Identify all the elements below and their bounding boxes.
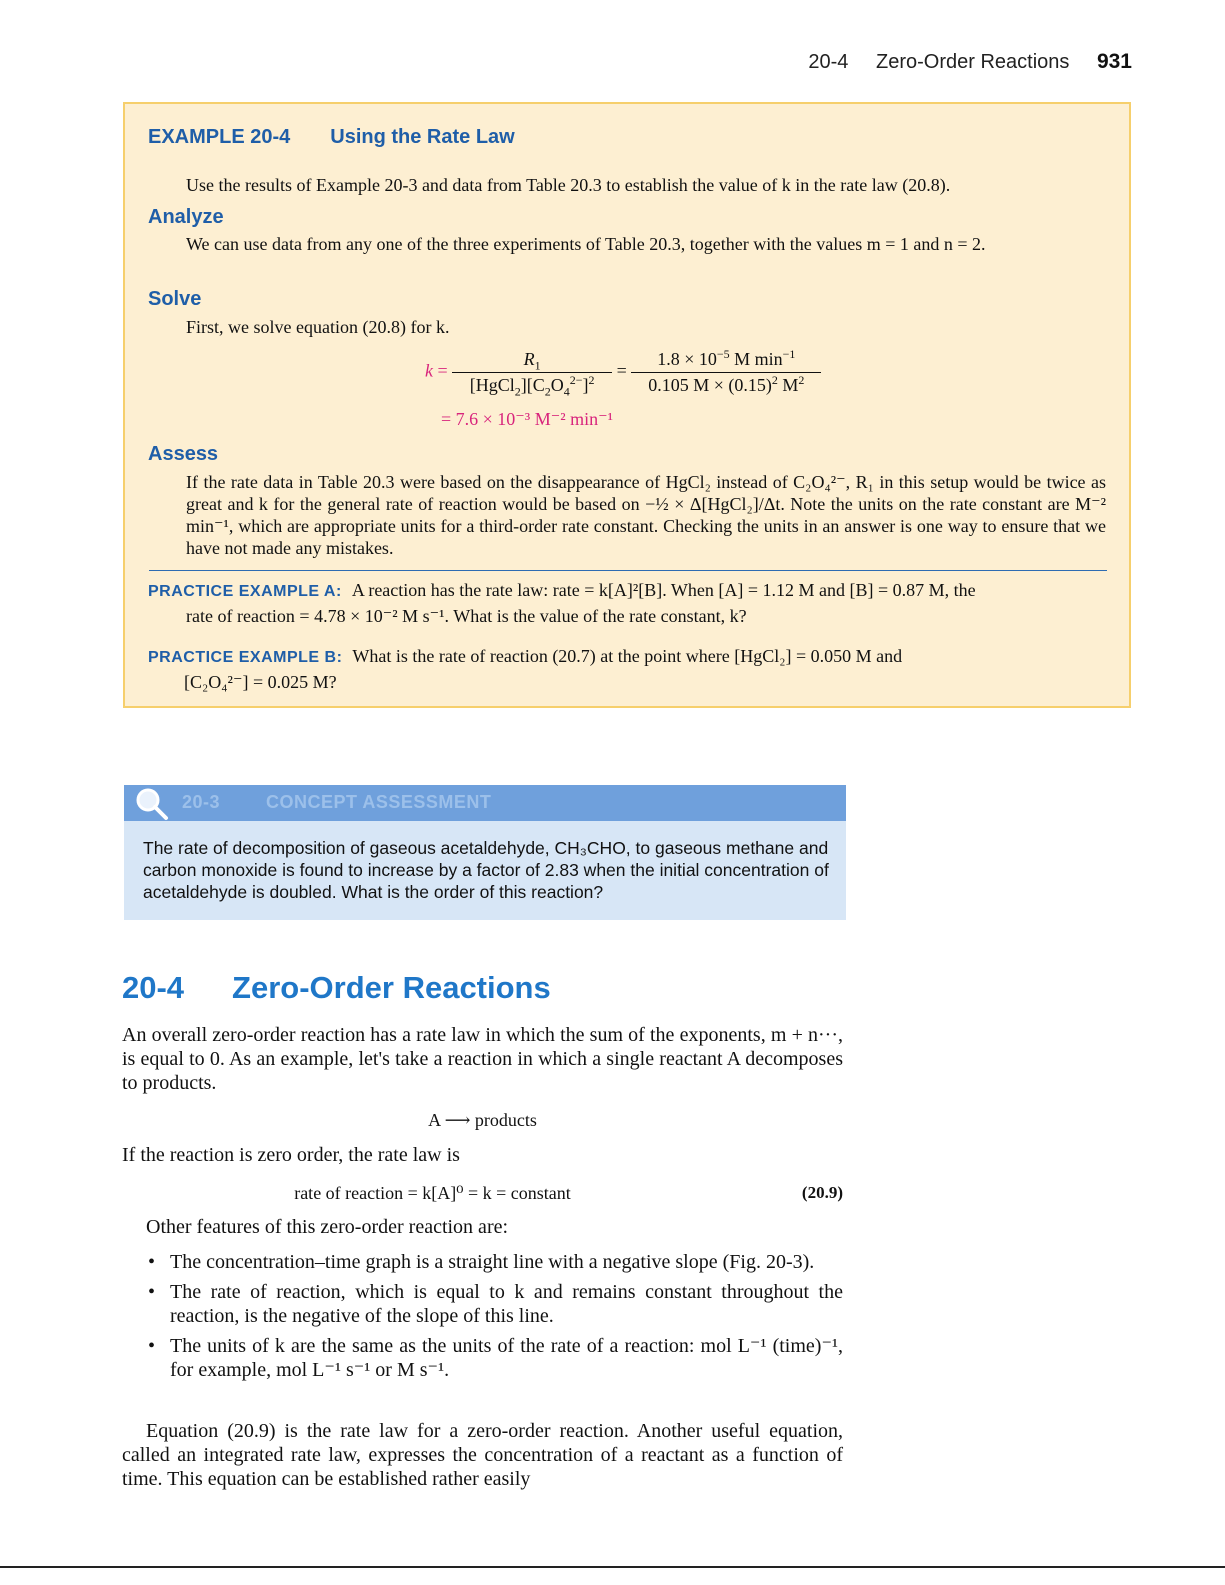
example-intro: Use the results of Example 20-3 and data from Table 20.3 to establish the value of k in the rate law (20.8). (186, 175, 951, 195)
section-title: Zero-Order Reactions (232, 970, 551, 1005)
practice-a-label: PRACTICE EXAMPLE A: (148, 583, 342, 600)
assess-text: If the rate data in Table 20.3 were based on the disappearance of HgCl₂ instead of C₂O₄²⁻, R₁ in this setup would be twice as great and k for the general rate of reaction would be based on −½ × Δ[HgCl₂]/Δt. Note the units on the rate constant are M⁻² min⁻¹, which are appropriate units for a third-order rate constant. Checking the units in an answer is one way to ensure that we have not made any mistakes. (186, 472, 1106, 558)
running-head (808, 50, 1132, 74)
solve-text: First, we solve equation (20.8) for k. (186, 317, 450, 337)
practice-example-a (148, 578, 1106, 629)
concept-number: 20-3 (182, 792, 221, 812)
analyze-text: We can use data from any one of the three experiments of Table 20.3, together with the values m = 1 and n = 2. (186, 234, 986, 254)
practice-example-b (148, 644, 1106, 695)
example-box (123, 102, 1131, 708)
analyze-heading: Analyze (148, 206, 224, 228)
practice-a-line1: A reaction has the rate law: rate = k[A]²[B]. When [A] = 1.12 M and [B] = 0.87 M, the (351, 580, 976, 600)
divider (149, 570, 1107, 571)
practice-b-label: PRACTICE EXAMPLE B: (148, 649, 343, 666)
concept-title: CONCEPT ASSESSMENT (266, 792, 492, 812)
paragraph-1: An overall zero-order reaction has a rate law in which the sum of the exponents, m + n···, is equal to 0. As an example, let's take a reaction in which a single reactant A decomposes to products. (122, 1024, 843, 1094)
rate-law-equation: rate of reaction = k[A]⁰ = k = constant (294, 1183, 571, 1203)
concept-header-bar (124, 785, 846, 821)
paragraph-4: Equation (20.9) is the rate law for a zero-order reaction. Another useful equation, called an integrated rate law, expresses the concentration of a reactant as a function of time. This equation can be established rather easily (122, 1420, 843, 1490)
rate-constant-result: = 7.6 × 10⁻³ M⁻² min⁻¹ (441, 409, 614, 429)
magnifier-icon (134, 787, 170, 826)
example-name: Using the Rate Law (330, 126, 515, 148)
assess-heading: Assess (148, 443, 219, 465)
list-item: • The concentration–time graph is a straight line with a negative slope (Fig. 20-3). (146, 1250, 843, 1274)
concept-assessment-box (124, 785, 846, 920)
page-number: 931 (1096, 50, 1132, 73)
practice-a-line2: rate of reaction = 4.78 × 10⁻² M s⁻¹. What is the value of the rate constant, k? (186, 606, 747, 626)
list-item: • The units of k are the same as the units of the rate of a reaction: mol L⁻¹ (time)⁻¹, for example, mol L⁻¹ s⁻¹ or M s⁻¹. (146, 1334, 843, 1382)
feature-list (146, 1250, 843, 1388)
running-head-section: 20-4 (808, 51, 849, 73)
practice-b-line2: [C₂O₄²⁻] = 0.025 M? (184, 672, 337, 692)
paragraph-3: Other features of this zero-order reaction are: (146, 1216, 509, 1238)
example-number: EXAMPLE 20-4 (148, 126, 291, 148)
reaction-equation: A ⟶ products (428, 1110, 537, 1130)
running-head-title: Zero-Order Reactions (875, 51, 1070, 73)
concept-text: The rate of decomposition of gaseous acetaldehyde, CH₃CHO, to gaseous methane and carbon monoxide is found to increase by a factor of 2.83 when the initial concentration of acetaldehyde is doubled. What is the order of this reaction? (143, 838, 829, 902)
equation-number: (20.9) (801, 1183, 843, 1202)
page-bottom-rule (0, 1566, 1225, 1568)
section-number: 20-4 (122, 970, 185, 1005)
list-item: • The rate of reaction, which is equal to k and remains constant throughout the reaction, is the negative of the slope of this line. (146, 1280, 843, 1328)
paragraph-2: If the reaction is zero order, the rate law is (122, 1144, 460, 1166)
practice-b-line1: What is the rate of reaction (20.7) at the point where [HgCl₂] = 0.050 M and (352, 646, 903, 666)
solve-heading: Solve (148, 288, 202, 310)
rate-constant-equation: k = $\frac{R_1}{[HgCl_2][C_2O_4^{2-}]^2}$ = $\frac{1.8 \times 10^{-5} M \min^{-1}}{0.105 M \times (0.15)^2 M^2}$ (425, 349, 821, 396)
example-title (148, 126, 515, 149)
section-heading (122, 970, 551, 1006)
